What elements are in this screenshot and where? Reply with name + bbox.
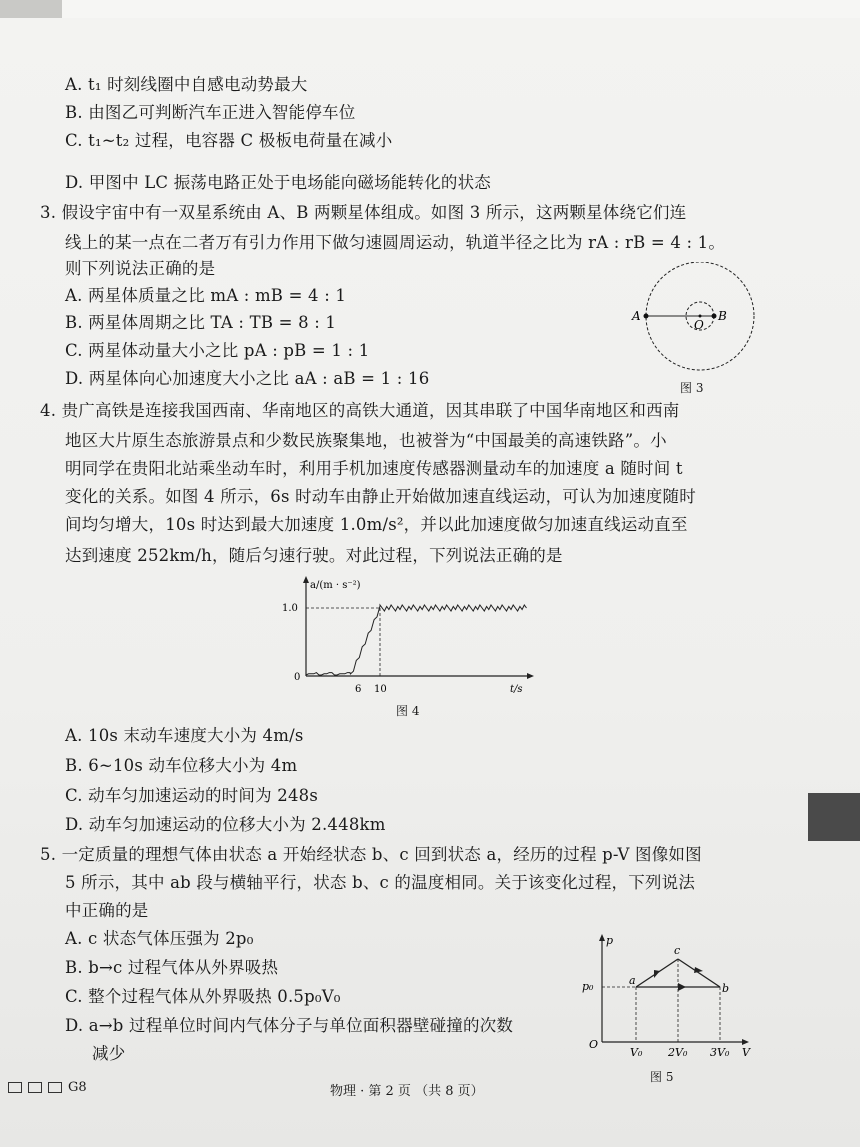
q3-stem-1: 3. 假设宇宙中有一双星系统由 A、B 两颗星体组成。如图 3 所示，这两颗星体绕它们连 xyxy=(40,203,687,222)
figure-3-caption: 图 3 xyxy=(680,381,704,395)
q2-option-d: D. 甲图中 LC 振荡电路正处于电场能向磁场能转化的状态 xyxy=(65,173,492,192)
y-axis-label: a/(m · s⁻²) xyxy=(310,580,361,591)
origin-label: O xyxy=(589,1038,599,1051)
figure-4-caption: 图 4 xyxy=(396,704,420,718)
x-axis-arrow xyxy=(527,673,534,679)
q5-stem-3: 中正确的是 xyxy=(65,901,149,920)
q3-option-b: B. 两星体周期之比 TA : TB = 8 : 1 xyxy=(65,313,337,332)
q4-stem-2: 地区大片原生态旅游景点和少数民族聚集地，也被誉为“中国最美的高速铁路”。小 xyxy=(65,431,667,450)
footer-code-group xyxy=(8,1080,87,1095)
origin-label: 0 xyxy=(294,672,301,683)
q4-stem-5: 间均匀增大，10s 时达到最大加速度 1.0m/s²，并以此加速度做匀加速直线运动直至 xyxy=(65,515,688,534)
top-edge-paper xyxy=(62,0,860,18)
figure-5-pv-diagram xyxy=(582,930,760,1066)
figure-5-caption: 图 5 xyxy=(650,1070,674,1084)
v0-label: V₀ xyxy=(630,1046,643,1059)
q5-option-c: C. 整个过程气体从外界吸热 0.5p₀V₀ xyxy=(65,987,341,1006)
state-b-label: b xyxy=(722,982,730,995)
q4-stem-4: 变化的关系。如图 4 所示，6s 时动车由静止开始做加速直线运动，可认为加速度随时 xyxy=(65,487,696,506)
footer-page-number: 物理 · 第 2 页 （共 8 页） xyxy=(330,1084,484,1099)
label-o: O xyxy=(694,318,704,332)
q5-stem-1: 5. 一定质量的理想气体由状态 a 开始经状态 b、c 回到状态 a，经历的过程 p-V 图像如图 xyxy=(40,845,702,864)
label-a: A xyxy=(632,309,641,323)
q4-option-c: C. 动车匀加速运动的时间为 248s xyxy=(65,786,319,805)
p-axis-arrow xyxy=(599,934,605,941)
q4-stem-1: 4. 贵广高铁是连接我国西南、华南地区的高铁大通道，因其串联了中国华南地区和西南 xyxy=(40,401,680,420)
x-axis-label: t/s xyxy=(510,684,523,695)
state-a-label: a xyxy=(629,974,636,987)
q4-stem-3: 明同学在贵阳北站乘坐动车时，利用手机加速度传感器测量动车的加速度 a 随时间 t xyxy=(65,459,683,478)
q5-option-d-line2: 减少 xyxy=(92,1044,126,1063)
q2-option-b: B. 由图乙可判断汽车正进入智能停车位 xyxy=(65,103,356,122)
figure-3-orbits xyxy=(628,262,768,397)
q3-option-c: C. 两星体动量大小之比 pA : pB = 1 : 1 xyxy=(65,341,370,360)
q5-option-d-line1: D. a→b 过程单位时间内气体分子与单位面积器壁碰撞的次数 xyxy=(65,1016,514,1035)
label-b: B xyxy=(718,309,727,323)
q3-stem-2: 线上的某一点在二者万有引力作用下做匀速圆周运动，轨道半径之比为 rA : rB = 4 : 1。 xyxy=(65,233,726,252)
footer-code: G8 xyxy=(68,1080,87,1095)
x-tick-10-label: 10 xyxy=(374,684,387,695)
q3-stem-3: 则下列说法正确的是 xyxy=(65,259,216,278)
q4-option-b: B. 6~10s 动车位移大小为 4m xyxy=(65,756,298,775)
arrow-ca xyxy=(654,970,660,978)
square-icon xyxy=(8,1082,22,1093)
p-axis-label: p xyxy=(606,934,614,947)
process-bc xyxy=(678,959,720,987)
state-c-label: c xyxy=(674,944,681,957)
v-axis-label: V xyxy=(742,1046,750,1059)
q4-stem-6: 达到速度 252km/h，随后匀速行驶。对此过程，下列说法正确的是 xyxy=(65,546,563,565)
p0-label: p₀ xyxy=(582,980,594,993)
square-icon xyxy=(28,1082,42,1093)
q3-option-a: A. 两星体质量之比 mA : mB = 4 : 1 xyxy=(65,286,347,305)
q4-option-a: A. 10s 末动车速度大小为 4m/s xyxy=(65,726,304,745)
q4-option-d: D. 动车匀加速运动的位移大小为 2.448km xyxy=(65,815,386,834)
margin-tab xyxy=(808,793,860,841)
q3-option-d: D. 两星体向心加速度大小之比 aA : aB = 1 : 16 xyxy=(65,369,430,388)
3v0-label: 3V₀ xyxy=(710,1046,730,1059)
q2-option-c: C. t₁~t₂ 过程，电容器 C 极板电荷量在减小 xyxy=(65,131,393,150)
q5-option-b: B. b→c 过程气体从外界吸热 xyxy=(65,958,279,977)
figure-4-chart xyxy=(272,574,552,698)
square-icon xyxy=(48,1082,62,1093)
q2-option-a: A. t₁ 时刻线圈中自感电动势最大 xyxy=(65,75,308,94)
q5-option-a: A. c 状态气体压强为 2p₀ xyxy=(65,929,254,948)
x-tick-6-label: 6 xyxy=(355,684,362,695)
y-tick-label: 1.0 xyxy=(282,603,298,614)
acceleration-trace xyxy=(306,605,527,675)
star-a xyxy=(644,314,649,319)
q5-stem-2: 5 所示，其中 ab 段与横轴平行，状态 b、c 的温度相同。关于该变化过程，下列说法 xyxy=(65,873,696,892)
y-axis-arrow xyxy=(303,576,309,583)
arrow-ab xyxy=(678,983,686,991)
star-b xyxy=(712,314,717,319)
v-axis-arrow xyxy=(742,1039,749,1045)
2v0-label: 2V₀ xyxy=(668,1046,688,1059)
